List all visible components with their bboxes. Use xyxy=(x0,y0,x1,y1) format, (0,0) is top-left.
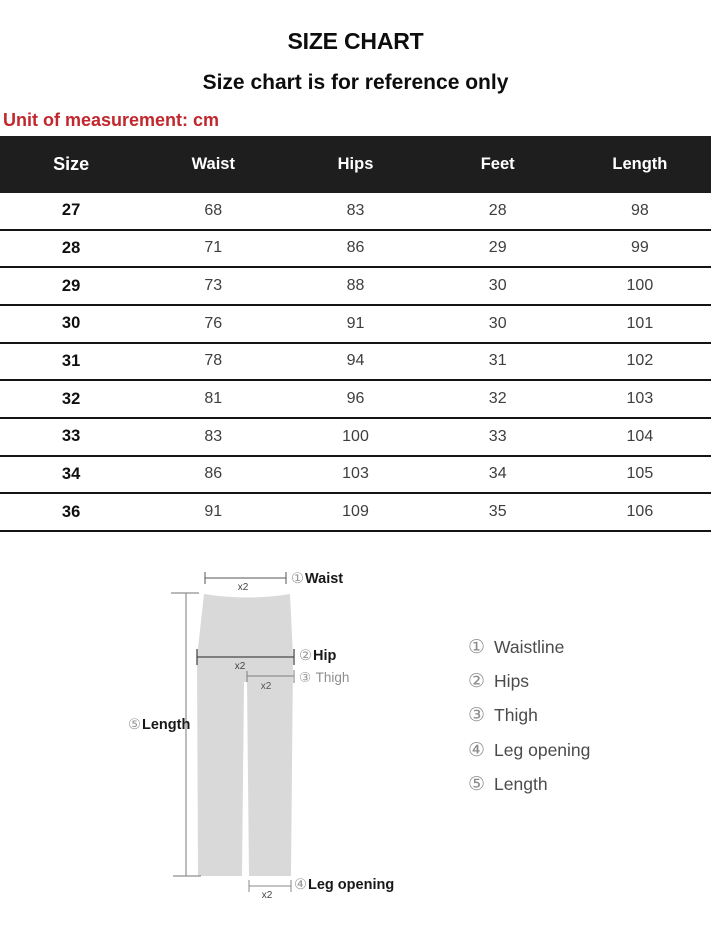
pants-silhouette xyxy=(197,594,293,876)
unit-of-measurement-note: Unit of measurement: cm xyxy=(3,110,220,130)
value-cell: 91 xyxy=(204,503,223,521)
value-cell: 29 xyxy=(488,239,507,257)
value-cell: 35 xyxy=(488,503,507,521)
value-cell: 88 xyxy=(346,277,365,295)
circled-number-4-icon: ④ xyxy=(294,877,307,893)
legend-item-hips xyxy=(468,664,590,698)
table-row-size-34 xyxy=(0,457,711,495)
legend-item-thigh xyxy=(468,699,590,733)
value-cell: 86 xyxy=(346,239,365,257)
circled-number-4-icon: ④ xyxy=(468,739,486,761)
measurement-legend xyxy=(468,630,590,801)
size-cell: 34 xyxy=(61,464,81,483)
table-row-size-29 xyxy=(0,268,711,306)
table-row-size-27 xyxy=(0,193,711,231)
leg-opening-callout xyxy=(294,877,394,894)
column-header-waist: Waist xyxy=(191,155,235,173)
value-cell: 99 xyxy=(630,239,649,257)
table-row-size-30 xyxy=(0,306,711,344)
circled-number-3-icon: ③ xyxy=(468,705,486,727)
value-cell: 94 xyxy=(346,352,365,370)
value-cell: 91 xyxy=(346,314,365,332)
column-header-size: Size xyxy=(53,154,90,174)
page-title: SIZE CHART xyxy=(287,28,424,54)
size-cell: 30 xyxy=(61,314,81,333)
value-cell: 102 xyxy=(626,352,654,370)
circled-number-2-icon: ② xyxy=(468,670,486,692)
value-cell: 96 xyxy=(346,390,365,408)
value-cell: 73 xyxy=(204,277,223,295)
legend-label: Thigh xyxy=(494,705,538,726)
table-row-size-33 xyxy=(0,419,711,457)
column-header-feet: Feet xyxy=(480,155,515,173)
value-cell: 32 xyxy=(488,390,507,408)
size-cell: 33 xyxy=(61,427,81,446)
thigh-callout-label: Thigh xyxy=(315,670,350,685)
value-cell: 103 xyxy=(342,465,369,483)
value-cell: 71 xyxy=(204,239,223,257)
value-cell: 100 xyxy=(626,277,654,295)
legend-item-waistline xyxy=(468,630,590,664)
waist-callout-label: Waist xyxy=(305,571,344,587)
value-cell: 101 xyxy=(626,314,654,332)
legend-label: Length xyxy=(494,773,548,794)
legend-item-length xyxy=(468,767,590,801)
leg-opening-x2-label: x2 xyxy=(261,890,273,901)
value-cell: 81 xyxy=(204,390,223,408)
value-cell: 98 xyxy=(630,201,649,219)
column-header-length: Length xyxy=(612,155,668,173)
length-dimension-line xyxy=(171,593,201,876)
size-cell: 31 xyxy=(61,351,81,370)
table-row-size-31 xyxy=(0,344,711,382)
hip-callout-label: Hip xyxy=(313,648,337,664)
value-cell: 86 xyxy=(204,465,223,483)
circled-number-5-icon: ⑤ xyxy=(468,773,486,795)
value-cell: 68 xyxy=(204,201,223,219)
waist-callout xyxy=(291,571,343,588)
hip-callout xyxy=(299,648,336,665)
value-cell: 104 xyxy=(626,427,654,445)
value-cell: 106 xyxy=(626,503,654,521)
length-callout-label: Length xyxy=(142,717,191,733)
thigh-callout xyxy=(299,669,349,686)
pants-measurement-diagram xyxy=(0,545,711,931)
size-cell: 36 xyxy=(61,502,81,521)
size-cell: 28 xyxy=(61,238,81,257)
value-cell: 30 xyxy=(488,314,507,332)
value-cell: 103 xyxy=(626,390,654,408)
legend-label: Waistline xyxy=(494,636,565,657)
size-cell: 29 xyxy=(61,276,81,295)
size-cell: 27 xyxy=(61,201,81,220)
value-cell: 33 xyxy=(488,427,507,445)
value-cell: 28 xyxy=(488,201,507,219)
value-cell: 83 xyxy=(346,201,365,219)
size-table-body xyxy=(0,193,711,532)
value-cell: 83 xyxy=(204,427,223,445)
value-cell: 76 xyxy=(204,314,223,332)
thigh-x2-label: x2 xyxy=(260,681,272,692)
waist-x2-label: x2 xyxy=(237,582,249,593)
value-cell: 105 xyxy=(626,465,654,483)
table-row-size-36 xyxy=(0,494,711,532)
hip-x2-label: x2 xyxy=(234,661,246,672)
legend-item-leg-opening xyxy=(468,733,590,767)
size-table-header-row xyxy=(0,136,711,193)
table-row-size-28 xyxy=(0,231,711,269)
page-subtitle: Size chart is for reference only xyxy=(202,71,509,94)
table-row-size-32 xyxy=(0,381,711,419)
value-cell: 100 xyxy=(342,427,369,445)
value-cell: 78 xyxy=(204,352,223,370)
circled-number-5-icon: ⑤ xyxy=(128,717,141,733)
circled-number-1-icon: ① xyxy=(291,571,304,587)
size-cell: 32 xyxy=(61,389,81,408)
column-header-hips: Hips xyxy=(337,155,374,173)
legend-label: Hips xyxy=(494,670,530,691)
circled-number-2-icon: ② xyxy=(299,648,312,664)
length-callout xyxy=(128,717,191,734)
circled-number-3-icon: ③ xyxy=(299,670,312,685)
circled-number-1-icon: ① xyxy=(468,636,486,658)
size-table xyxy=(0,136,711,532)
leg-opening-callout-label: Leg opening xyxy=(308,877,395,893)
value-cell: 30 xyxy=(488,277,507,295)
legend-label: Leg opening xyxy=(494,739,591,760)
value-cell: 34 xyxy=(488,465,507,483)
value-cell: 31 xyxy=(488,352,507,370)
value-cell: 109 xyxy=(342,503,369,521)
